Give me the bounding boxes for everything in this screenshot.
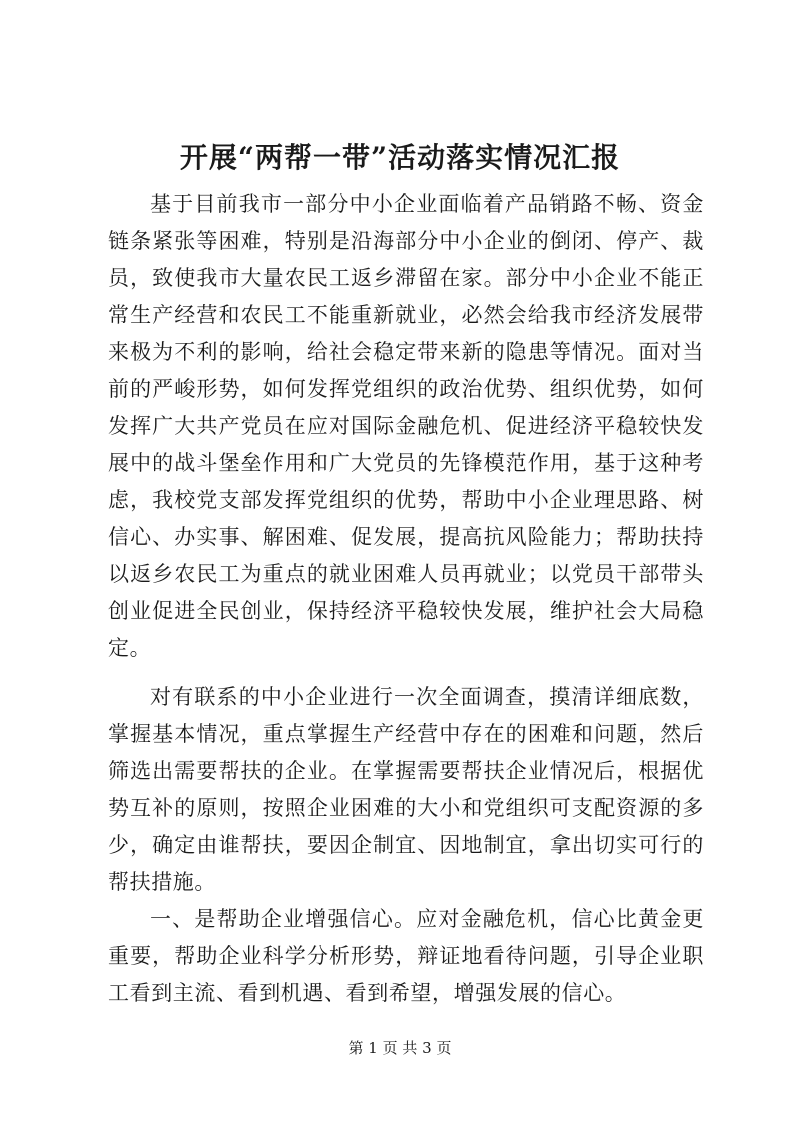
paragraph-background: 基于目前我市一部分中小企业面临着产品销路不畅、资金链条紧张等困难，特别是沿海部分中小企业的倒闭、停产、裁员，致使我市大量农民工返乡滞留在家。部分中小企业不能正常生产经营和农民工不能重新就业，必然会给我市经济发展带来极为不利的影响，给社会稳定带来新的隐患等情况。面对当前的严峻形势，如何发挥党组织的政治优势、组织优势，如何发挥广大共产党员在应对国际金融危机、促进经济平稳较快发展中的战斗堡垒作用和广大党员的先锋模范作用，基于这种考虑，我校党支部发挥党组织的优势，帮助中小企业理思路、树信心、办实事、解困难、促发展，提高抗风险能力；帮助扶持以返乡农民工为重点的就业困难人员再就业；以党员干部带头创业促进全民创业，保持经济平稳较快发展，维护社会大局稳定。 [108, 192, 704, 660]
document-title: 开展“两帮一带”活动落实情况汇报 [179, 141, 621, 174]
paragraph-survey: 对有联系的中小企业进行一次全面调查，摸清详细底数，掌握基本情况，重点掌握生产经营中存在的困难和问题，然后筛选出需要帮扶的企业。在掌握需要帮扶企业情况后，根据优势互补的原则，按照企业困难的大小和党组织可支配资源的多少，确定由谁帮扶，要因企制宜、因地制宜，拿出切实可行的帮扶措施。 [108, 685, 704, 894]
paragraph-confidence: 一、是帮助企业增强信心。应对金融危机，信心比黄金更重要，帮助企业科学分析形势，辩证地看待问题，引导企业职工看到主流、看到机遇、看到希望，增强发展的信心。 [108, 907, 704, 1005]
document-body [108, 186, 704, 1012]
page-number-footer: 第 1 页 共 3 页 [348, 1039, 452, 1057]
